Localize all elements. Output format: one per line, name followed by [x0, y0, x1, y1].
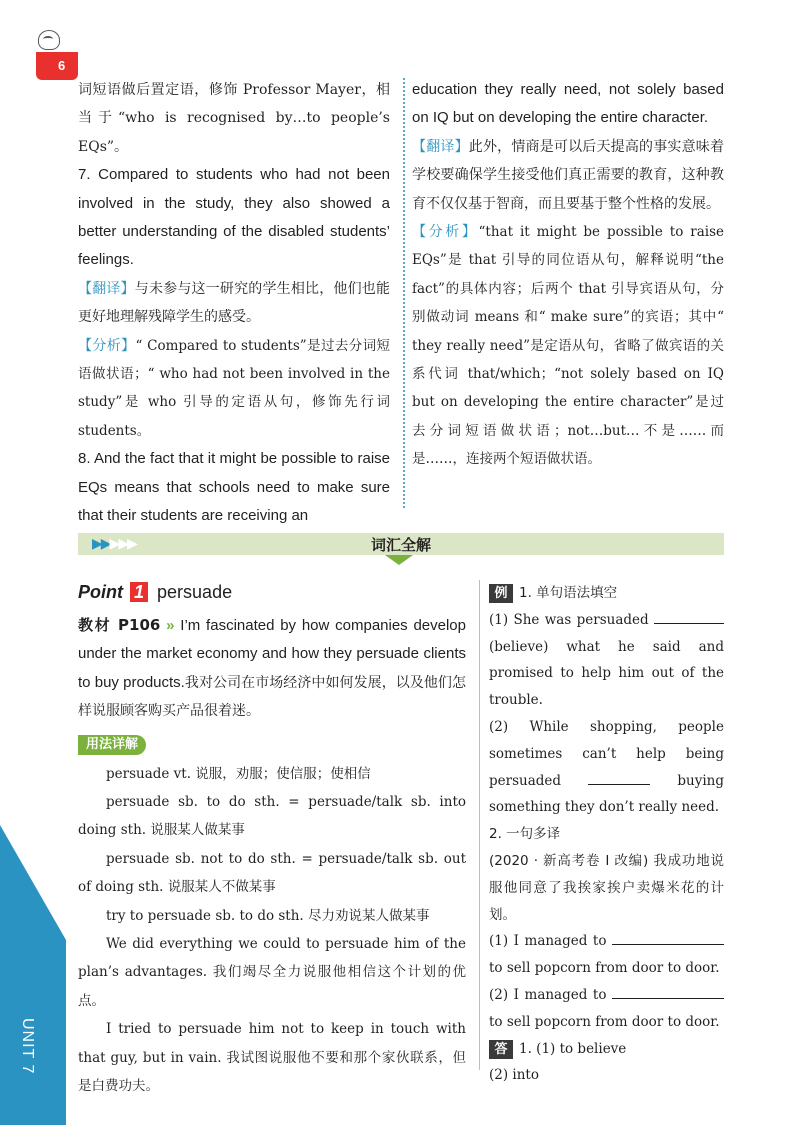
section-banner	[78, 533, 724, 555]
translate-2	[489, 982, 724, 1036]
vocab-column	[78, 611, 466, 1101]
question-text: to sell popcorn from door to door.	[489, 960, 720, 977]
column-divider	[479, 580, 480, 1070]
point-number: 1	[130, 582, 148, 602]
analysis-7	[78, 332, 390, 446]
usage-4: try to persuade sb. to do sth. 尽力劝说某人做某事	[106, 907, 430, 924]
source-translation: 我对公司在市场经济中如何发展，以及他们怎样说服顾客购买产品很着迷。	[78, 674, 466, 720]
usage-1: persuade vt. 说服，劝服；使信服；使相信	[106, 765, 371, 782]
translation-text: 与未参与这一研究的学生相比，他们也能更好地理解残障学生的感受。	[78, 280, 391, 326]
answer-badge: 答	[489, 1040, 513, 1059]
exercise-column	[489, 580, 724, 1089]
usage-6: I tried to persuade him not to keep in touch with that guy, but in vain. 我试图说服他不要和那个家伙联系，但是白费功夫。	[78, 1021, 466, 1095]
textbook-source	[78, 611, 466, 726]
analysis-tag: 【分析】	[78, 337, 136, 354]
translation-8	[412, 133, 724, 218]
point-heading	[78, 582, 232, 603]
analysis-8	[412, 218, 724, 474]
mascot-icon	[38, 30, 60, 50]
answer-blank[interactable]	[612, 984, 724, 999]
question-2	[489, 714, 724, 821]
exercise-title: 1. 单句语法填空	[519, 585, 618, 601]
banner-pointer-icon	[385, 555, 413, 565]
usage-tag: 用法详解	[78, 735, 146, 755]
question-text: to sell popcorn from door to door.	[489, 1013, 720, 1030]
example-badge: 例	[489, 584, 513, 603]
usage-5: We did everything we could to persuade him of the plan’s advantages. 我们竭尽全力说服他相信这个计划的优点。	[78, 936, 466, 1009]
section-title: 词汇全解	[370, 536, 431, 554]
analysis-text: “that it might be possible to raise EQs”是 that 引导的同位语从句，解释说明“the fact”的具体内容；后两个 that 引导宾语从句，分别做动词 means 和“ make sure”的宾语；其中“ they really need”是定语从句，省略了做宾语的关系代词 that/which；“not solely based on IQ but on developing the entire character”是过去分词短语做状语；not…but…不是……而是……，连接两个短语做状语。	[412, 224, 724, 468]
question-text: (1) I managed to	[489, 933, 607, 950]
top-right-column	[412, 76, 724, 474]
answer-blank[interactable]	[612, 930, 724, 945]
page-number: 6	[58, 58, 66, 73]
translate-1	[489, 928, 724, 982]
translation-text: 此外，情商是可以后天提高的事实意味着学校要确保学生接受他们真正需要的教育，这种教育不仅仅基于智商，而且要基于整个性格的发展。	[412, 138, 725, 212]
usage-3: persuade sb. not to do sth. = persuade/talk sb. out of doing sth. 说服某人不做某事	[78, 850, 466, 896]
column-divider	[403, 78, 405, 508]
question-text: (believe) what he said and promised to help him out of the trouble.	[489, 638, 724, 709]
question-text: (1) She was persuaded	[489, 611, 649, 628]
sentence-8-continued: education they really need, not solely based on IQ but on developing the entire character.	[412, 81, 724, 127]
progress-arrows-icon: ▶▶▶▶▶	[92, 536, 136, 552]
unit-label: UNIT 7	[19, 1018, 36, 1075]
analysis-text: “ Compared to students”是过去分词短语做状语；“ who had not been involved in the study”是 who 引导的定语从句，修饰先行词 students。	[78, 337, 390, 439]
question-text: buying something they don’t really need.	[489, 772, 724, 816]
translation-tag: 【翻译】	[78, 280, 135, 297]
answer-1	[489, 1036, 724, 1063]
point-word: persuade	[157, 582, 233, 602]
source-sentence: I’m fascinated by how companies develop under the market economy and how they persuade clients to buy products.	[78, 617, 466, 691]
source-label: 教材 P106	[78, 616, 161, 634]
page-number-tab	[36, 52, 78, 80]
analysis-continued: 词短语做后置定语，修饰 Professor Mayer，相当于“who is recognised by…to people’s EQs”。	[78, 82, 390, 155]
answer-blank[interactable]	[588, 770, 650, 785]
question-text: (2) I managed to	[489, 986, 607, 1003]
analysis-tag: 【分析】	[412, 224, 479, 241]
translation-7	[78, 275, 390, 332]
sentence-8: 8. And the fact that it might be possible to raise EQs means that schools need to make sure that their students are receiving an	[78, 450, 390, 525]
exercise-heading-2: 2. 一句多译	[489, 826, 561, 843]
answer-2: (2) into	[489, 1067, 539, 1084]
usage-2: persuade sb. to do sth. = persuade/talk sb. into doing sth. 说服某人做某事	[78, 794, 466, 839]
exercise-heading-1	[489, 580, 724, 607]
answer-text: 1. (1) to believe	[519, 1040, 627, 1057]
top-left-column	[78, 76, 390, 531]
translation-tag: 【翻译】	[412, 138, 469, 155]
chevron-right-icon: »	[166, 617, 175, 634]
question-1	[489, 607, 724, 714]
question-text: (2) While shopping, people sometimes can’t help being persuaded	[489, 718, 724, 789]
point-label: Point	[78, 582, 123, 602]
answer-blank[interactable]	[654, 609, 724, 624]
sentence-7: 7. Compared to students who had not been involved in the study, they also showed a better understanding of the disabled students’ feelings.	[78, 166, 390, 269]
translation-source: (2020 · 新高考卷 I 改编) 我成功地说服他同意了我挨家挨户卖爆米花的计划。	[489, 852, 724, 923]
